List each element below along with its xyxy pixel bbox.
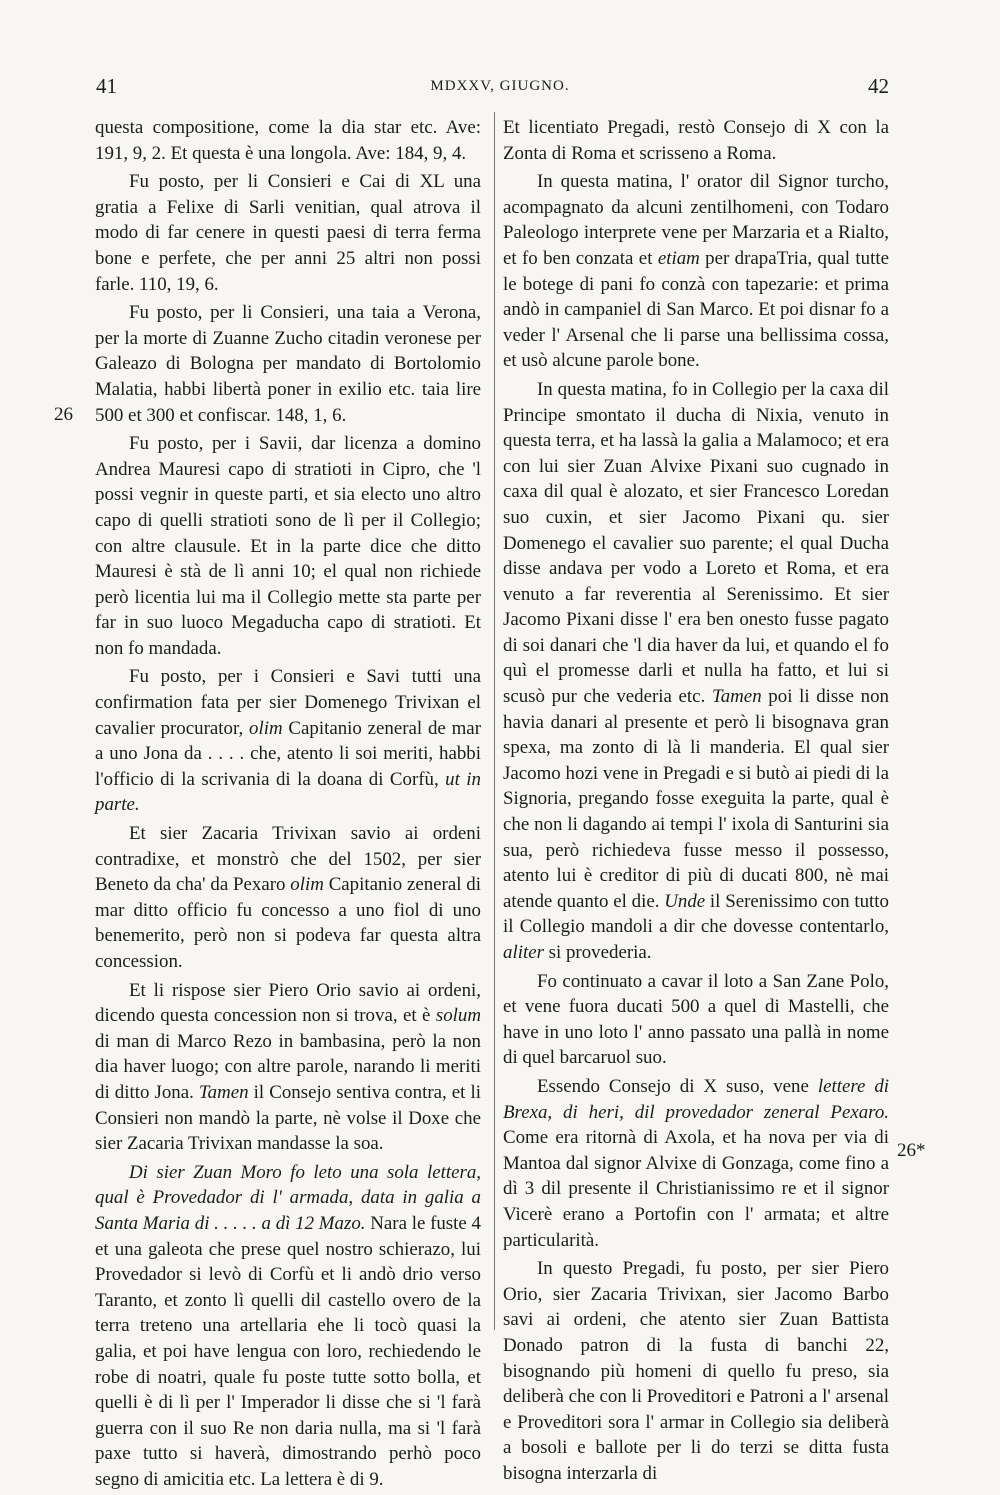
- italic-text: Tamen: [198, 1081, 249, 1103]
- running-head: MDXXV, GIUGNO.: [430, 78, 570, 94]
- italic-text: solum: [435, 1005, 481, 1027]
- text-segment: il Consejo sentiva contra, et li Consieri non mandò la parte, nè volse il Doxe che sier Zacaria Trivixan mandasse la soa.: [95, 1081, 481, 1155]
- text-segment: Fu posto, per li Consieri, una taia a Verona, per la morte di Zuanne Zucho citadin veronese per Galeazo di Bologna per mandato di Bortolomio Malatia, habbi libertà poner in exilio etc. taia lire 500 et 300 et confiscar. 148, 1, 6.: [95, 302, 481, 426]
- left-column: [95, 115, 481, 1495]
- paragraph: [95, 431, 481, 661]
- margin-marker-left: 26: [54, 404, 73, 425]
- italic-text: olim: [290, 874, 324, 896]
- right-column: [503, 115, 889, 1489]
- text-segment: per drapaTria, qual tutte le botege di pani fo conzà con tapezarie: et prima andò in campaniel di San Marco. Et poi disnar fo a veder l' Arsenal che li parse una bellissima cossa, et usò alcune parole bone.: [503, 247, 889, 372]
- paragraph: [503, 969, 889, 1071]
- text-segment: Fo continuato a cavar il loto a San Zane Polo, et vene fuora ducati 500 a quel di Mastelli, che have in uno loto l' anno passato una pallà in nome di quel barcaruol suo.: [503, 970, 889, 1069]
- page-number-left: 41: [96, 74, 117, 98]
- text-segment: di man di Marco Rezo in bambasina, però la non dia haver luogo; con altre parole, narando li meriti di ditto Jona.: [95, 1030, 481, 1103]
- text-segment: Fu posto, per li Consieri e Cai di XL una gratia a Felixe di Sarli venitian, qual atrova il modo di far cenere in questi paesi di terra ferma bone e perfete, che per anni 25 altri non possi farle. 110, 19, 6.: [95, 171, 481, 295]
- italic-text: lettere di Brexa, di heri, dil provedador zeneral Pexaro.: [503, 1075, 890, 1123]
- paragraph: [95, 169, 481, 297]
- text-segment: Nara le fuste 4 et una galeota che prese quel nostro schierazo, lui Provedador si levò di Corfù et li andò drio verso Taranto, et zonto lì quelli dil castello overo de la terra treteno una artellaria ehe li tocò quasi la galia, et poi have lengua con loro, rechiedendo le robe di noatri, quale fu poste tutte sotto bolla, et quelli è di lì per l' Imperador li disse che si 'l farà guerra con il suo Re non daria nulla, ma si 'l farà paxe tutto si haverà, dimostrando perhò poco segno di amicitia etc. La lettera è di 9.: [95, 1212, 481, 1490]
- text-segment: Et li rispose sier Piero Orio savio ai ordeni, dicendo questa concession non si trova, et è: [95, 979, 481, 1027]
- italic-text: Di sier Zuan Moro fo leto una sola lettera, qual è Provedador di l' armada, data in galia a Santa Maria di . . . . . a dì 12 Mazo.: [95, 1161, 481, 1234]
- margin-marker-right: 26*: [897, 1140, 926, 1161]
- text-segment: Fu posto, per i Savii, dar licenza a domino Andrea Mauresi capo di stratioti in Cipro, che 'l possi vegnir in queste parti, et sia electo uno altro capo di quelli stratioti sono de lì per il Collegio; con altre clausule. Et in la parte dice che ditto Mauresi è stà de lì anni 10; el qual non richiede però licentia lui ma il Collegio mette sta parte per far in suo luoco Megaducha capo di stratioti. Et non fo mandada.: [95, 433, 481, 659]
- paragraph: [503, 1074, 889, 1253]
- paragraph: [95, 115, 481, 166]
- paragraph: [95, 1160, 481, 1493]
- text-segment: In questa matina, fo in Collegio per la caxa dil Principe smontato il ducha di Nixia, venuto in questa terra, et ha lassà la galia a Malamoco; et era con lui sier Zuan Alvixe Pixani suo cugnado in caxa dil qual è alozato, et sier Francesco Loredan suo cuxin, et sier Jacomo Pixani qu. sier Domenego el cavalier suo parente; el qual Ducha disse andava per vodo a Loreto et Roma, et era venuto a far reverentia al Serenissimo. Et sier Jacomo Pixani disse l' era ben onesto fusse pagato di soi danari che 'l dia haver da lui, et quando el fo quì el promesse darli et nulla ha fatto, et lui si scusò pur che vederia etc.: [503, 378, 889, 708]
- page-number-right: 42: [868, 74, 889, 98]
- column-divider: [494, 112, 495, 1330]
- text-segment: si provederia.: [543, 942, 652, 963]
- text-segment: Come era ritornà di Axola, et ha nova per via di Mantoa dal signor Alvixe di Gonzaga, come fino a dì 3 dil presente il Christianissimo re et il signor Vicerè erano a Portofin con l' armata; et altre particularità.: [503, 1127, 889, 1251]
- italic-text: Unde: [664, 890, 706, 912]
- text-segment: il Serenissimo con tutto il Collegio mandoli a dir che dovesse contentarlo,: [503, 890, 889, 938]
- italic-text: olim: [249, 717, 283, 739]
- text-segment: In questo Pregadi, fu posto, per sier Piero Orio, sier Zacaria Trivixan, sier Jacomo Barbo savi ai ordeni, che atento sier Zuan Battista Donado patron di la fusta di banchi 22, bisognando più homeni di quello fu preso, sia deliberà che con li Proveditori e Patroni a l' arsenal e Proveditori sora l' armar in Collegio sia deliberà a bosoli e ballote per li do terzi se ditta fusta bisogna interzarla di: [503, 1258, 889, 1484]
- italic-text: etiam: [657, 247, 700, 269]
- text-segment: Et sier Zacaria Trivixan savio ai ordeni contradixe, et monstrò che del 1502, per sier Beneto da cha' da Pexaro: [95, 823, 481, 896]
- text-segment: In questa matina, l' orator dil Signor turcho, acompagnato da alcuni zentilhomeni, con Todaro Paleologo interprete vene per Marzaria et a Rialto, et fo ben conzata et: [503, 171, 889, 269]
- italic-text: aliter: [503, 942, 544, 963]
- italic-text: Tamen: [711, 686, 762, 708]
- paragraph: [503, 1256, 889, 1486]
- text-segment: Capitanio zeneral di mar ditto officio fu concesso a uno fiol di uno benemerito, però non si podeva far questa altra concession.: [95, 874, 481, 972]
- text-segment: Fu posto, per i Consieri e Savi tutti una confirmation fata per sier Domenego Trivixan el cavalier procurator,: [95, 666, 481, 739]
- paragraph: [503, 115, 889, 166]
- text-segment: Essendo Consejo di X suso, vene: [537, 1075, 818, 1097]
- paragraph: [95, 300, 481, 428]
- paragraph: [95, 664, 481, 818]
- paragraph: [95, 821, 481, 975]
- text-segment: poi li disse non havia danari al presente et però li bisognava gran spexa, ma zonto di là li manderia. El qual sier Jacomo hozi vene in Pregadi e si butò ai piedi di la Signoria, pregando fosse exeguita la parte, qual è che non li dagando ai tempi l' ixola di Santurini sia sua, però richiedeva fusse messo il possesso, atento lui è creditor di più di ducati 800, nè mai atende quanto el die.: [503, 686, 890, 912]
- text-segment: Et licentiato Pregadi, restò Consejo di X con la Zonta di Roma et scrisseno a Roma.: [503, 117, 889, 164]
- text-segment: Capitanio zeneral de mar a uno Jona da . . . . che, atento li soi meriti, habbi l'officio di la scrivania di la doana di Corfù,: [95, 717, 481, 790]
- italic-text: ut in parte.: [95, 768, 481, 816]
- text-segment: questa compositione, come la dia star etc. Ave: 191, 9, 2. Et questa è una longola. Ave: 184, 9, 4.: [95, 117, 481, 164]
- paragraph: [95, 978, 481, 1157]
- paragraph: [503, 169, 889, 374]
- paragraph: [503, 377, 889, 966]
- page-header: [0, 74, 1000, 104]
